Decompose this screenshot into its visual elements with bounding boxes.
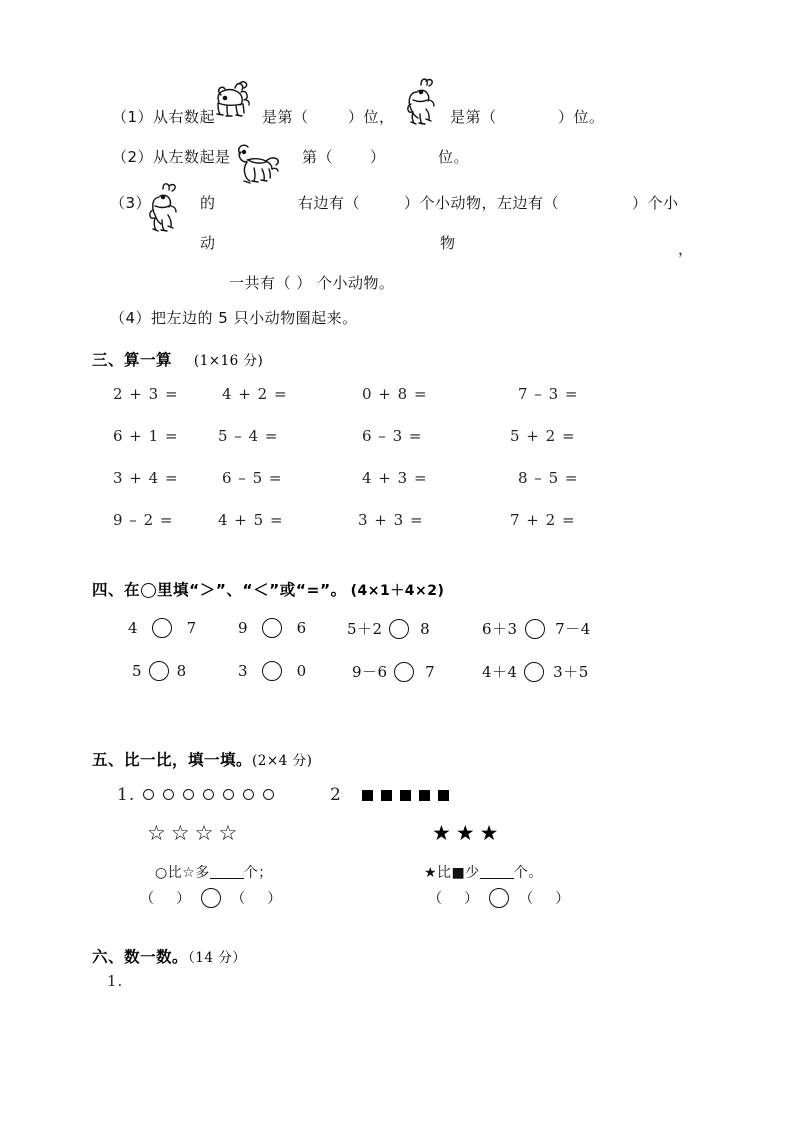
compare-left: 6＋3 <box>482 620 518 638</box>
section-four-heading <box>92 578 444 600</box>
question-3-right-text: 右边有（ <box>298 194 361 212</box>
answer-blank[interactable] <box>210 866 244 879</box>
arith-cell: 3 + 3 = <box>358 511 424 529</box>
hollow-circle-icon <box>203 789 214 800</box>
animal-sketch-icon <box>143 181 187 236</box>
comparison-circle-icon[interactable] <box>262 661 282 681</box>
question-1-mid: 是第（ <box>262 108 309 126</box>
compare-item <box>128 618 197 638</box>
comparison-circle-icon[interactable] <box>389 619 409 639</box>
arith-cell: 6 + 1 = <box>113 427 179 445</box>
compare-right: 7 <box>425 663 436 681</box>
hollow-star-icon: ☆ <box>170 821 190 845</box>
left-paren-blank[interactable]: （ ） <box>428 891 479 907</box>
hollow-circle-icon <box>143 789 154 800</box>
question-1-blank-close-1: ）位， <box>348 108 395 126</box>
section-five-title: 五、比一比，填一填。 <box>92 751 253 769</box>
compare-left: 3 <box>238 662 249 680</box>
compare-right: 7－4 <box>555 620 591 638</box>
group-2-sentence-post: 个。 <box>513 865 543 881</box>
arith-cell: 7 + 2 = <box>510 511 576 529</box>
comparison-circle-icon[interactable] <box>152 618 172 638</box>
question-3-dong: 动 <box>200 234 216 252</box>
filled-star-row <box>432 823 503 844</box>
question-3-right-tail: ）个小动物，左边有（ <box>404 194 560 212</box>
arith-cell: 6 – 3 = <box>362 427 423 445</box>
section-four-title-part1: 四、在 <box>92 581 141 599</box>
animal-sketch-icon <box>228 140 284 186</box>
animal-sketch-icon <box>400 76 444 128</box>
section-six-title: 六、数一数。 <box>92 948 189 966</box>
hollow-star-icon: ☆ <box>147 821 166 845</box>
section-six-heading <box>92 945 246 967</box>
square-shape-row <box>362 790 457 801</box>
comparison-circle-icon[interactable] <box>525 619 545 639</box>
hollow-circle-icon <box>243 789 254 800</box>
hollow-circle-icon <box>163 789 174 800</box>
filled-square-icon <box>400 790 411 801</box>
compare-item <box>347 618 430 639</box>
hollow-circle-icon <box>183 789 194 800</box>
section-six-points: （14 分） <box>188 950 247 966</box>
filled-star-icon: ★ <box>455 821 475 845</box>
comparison-circle-icon[interactable] <box>201 888 221 908</box>
filled-square-icon <box>419 790 430 801</box>
right-paren-blank[interactable]: （ ） <box>519 891 570 907</box>
arith-cell: 2 + 3 = <box>113 385 179 403</box>
answer-blank[interactable] <box>480 866 514 879</box>
question-3-de: 的 <box>200 194 216 212</box>
hollow-star-icon: ☆ <box>218 821 238 845</box>
filled-star-icon: ★ <box>432 821 451 845</box>
compare-right: 7 <box>186 619 197 637</box>
group-1-index: 1. <box>117 785 136 805</box>
group-2-compare-row <box>428 888 569 908</box>
question-2-mid: 第（ <box>302 148 334 166</box>
section-four-title-part2: 里填“＞”、“＜”或“=”。 <box>157 581 347 599</box>
arith-cell: 8 – 5 = <box>518 469 579 487</box>
group-1-compare-row <box>140 888 281 908</box>
compare-left: 4＋4 <box>482 663 518 681</box>
section-five-points: (2×4 分) <box>252 753 313 769</box>
comparison-circle-icon[interactable] <box>489 888 509 908</box>
arith-cell: 7 – 3 = <box>518 385 579 403</box>
question-2-prefix: （2）从左数起是 <box>112 148 231 166</box>
section-three-points: (1×16 分) <box>193 353 264 369</box>
comparison-circle-icon <box>141 583 156 598</box>
question-3-right-tail-2: ）个小 <box>632 194 679 212</box>
question-1-prefix: （1）从右数起 <box>112 108 216 126</box>
compare-right: 8 <box>420 620 431 638</box>
arith-cell: 5 + 2 = <box>510 427 576 445</box>
compare-left: 5＋2 <box>347 620 383 638</box>
question-3-prefix: （3） <box>110 194 152 212</box>
arith-cell: 0 + 8 = <box>362 385 428 403</box>
question-3-comma: ， <box>678 240 694 258</box>
section-three-heading <box>92 348 263 370</box>
question-3-total-line: 一共有（ ） 个小动物。 <box>229 274 395 292</box>
question-3-wu: 物 <box>440 234 456 252</box>
compare-right: 8 <box>176 662 187 680</box>
compare-item <box>352 661 435 682</box>
section-three-title: 三、算一算 <box>92 351 173 369</box>
comparison-circle-icon[interactable] <box>394 662 414 682</box>
compare-left: 4 <box>128 619 139 637</box>
group-1-sentence <box>155 862 273 882</box>
question-2-suffix: 位。 <box>438 148 470 166</box>
comparison-circle-icon[interactable] <box>524 662 544 682</box>
group-2-index: 2 <box>330 785 342 805</box>
compare-left: 9－6 <box>352 663 388 681</box>
hollow-circle-icon <box>223 789 234 800</box>
hollow-star-icon: ☆ <box>194 821 214 845</box>
compare-item <box>238 618 307 638</box>
arith-cell: 4 + 3 = <box>362 469 428 487</box>
arith-cell: 3 + 4 = <box>113 469 179 487</box>
compare-item <box>238 661 307 681</box>
compare-item <box>132 661 187 681</box>
comparison-circle-icon[interactable] <box>149 661 169 681</box>
filled-star-icon: ★ <box>479 821 499 845</box>
arith-cell: 4 + 5 = <box>218 511 284 529</box>
left-paren-blank[interactable]: （ ） <box>140 891 191 907</box>
group-1-sentence-pre: ○比☆多 <box>155 865 210 881</box>
compare-right: 6 <box>296 619 307 637</box>
question-4-text: （4）把左边的 5 只小动物圈起来。 <box>110 309 358 327</box>
filled-square-icon <box>381 790 392 801</box>
section-four-points: (4×1＋4×2) <box>350 583 445 599</box>
question-1-mid-2: 是第（ <box>450 108 497 126</box>
question-2-blank-close: ） <box>370 148 386 166</box>
compare-item <box>482 661 589 682</box>
animal-sketch-icon <box>205 78 257 126</box>
compare-left: 5 <box>132 662 143 680</box>
arith-cell: 9 – 2 = <box>113 511 174 529</box>
section-six-item-1: 1. <box>107 972 124 990</box>
hollow-circle-icon <box>263 789 274 800</box>
question-1-blank-close-2: ）位。 <box>558 108 605 126</box>
filled-square-icon <box>362 790 373 801</box>
right-paren-blank[interactable]: （ ） <box>231 891 282 907</box>
arith-cell: 5 – 4 = <box>218 427 279 445</box>
arith-cell: 4 + 2 = <box>222 385 288 403</box>
group-1-sentence-post: 个； <box>243 865 273 881</box>
circle-shape-row <box>143 789 283 800</box>
compare-item <box>482 618 591 639</box>
compare-left: 9 <box>238 619 249 637</box>
group-2-sentence-pre: ★比■少 <box>424 865 480 881</box>
hollow-star-row <box>147 823 242 844</box>
compare-right: 0 <box>296 662 307 680</box>
section-five-heading <box>92 748 312 770</box>
comparison-circle-icon[interactable] <box>262 618 282 638</box>
group-2-sentence <box>424 862 543 882</box>
compare-right: 3＋5 <box>553 663 589 681</box>
filled-square-icon <box>438 790 449 801</box>
arith-cell: 6 – 5 = <box>222 469 283 487</box>
